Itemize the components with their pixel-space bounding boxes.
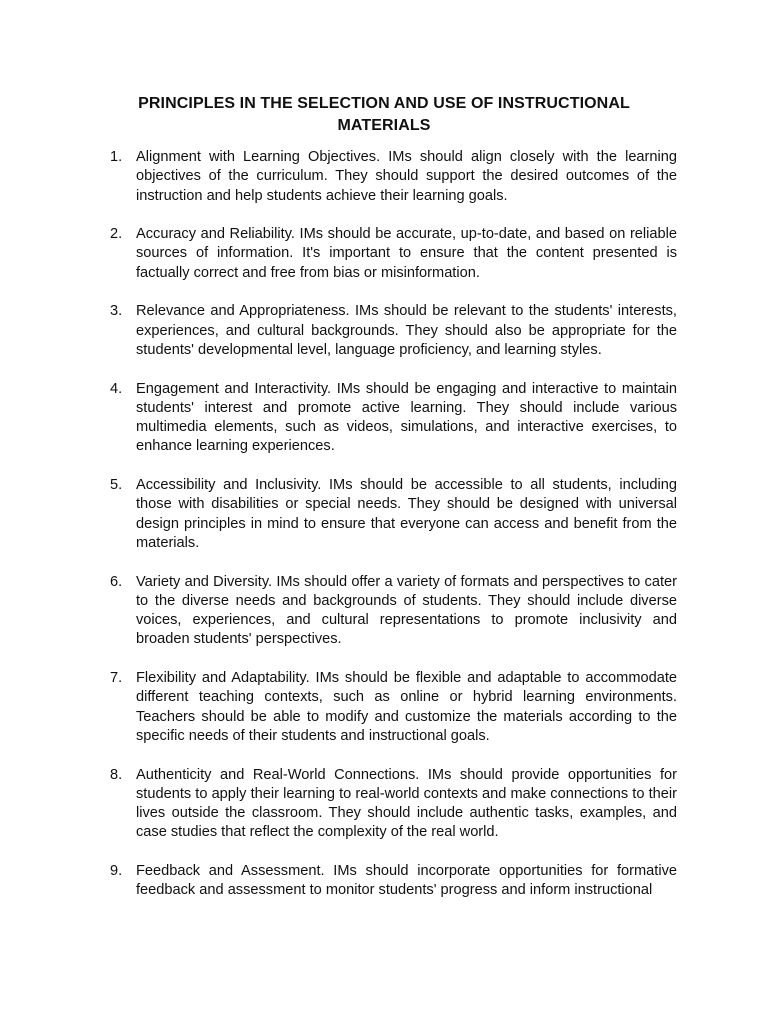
list-item [110, 766, 677, 843]
list-item [110, 148, 677, 206]
list-item-text: Relevance and Appropriateness. IMs should be relevant to the students' interests, experiences, and cultural backgrounds. They should also be appropriate for the students' developmental level, language proficiency, and learning styles. [136, 303, 677, 358]
list-item [110, 380, 677, 457]
document-title: PRINCIPLES IN THE SELECTION AND USE OF INSTRUCTIONAL MATERIALS [138, 95, 630, 134]
list-item-text: Flexibility and Adaptability. IMs should be flexible and adaptable to accommodate different teaching contexts, such as online or hybrid learning environments. Teachers should be able to modify and customize the materials according to the specific needs of their students and instructional goals. [136, 670, 677, 744]
list-item [110, 669, 677, 746]
list-item [110, 573, 677, 650]
list-item [110, 476, 677, 553]
list-item-number: 2. [110, 226, 123, 243]
list-item-number: 6. [110, 573, 123, 590]
list-item-number: 9. [110, 862, 123, 879]
list-item-text: Accessibility and Inclusivity. IMs should be accessible to all students, including those with disabilities or special needs. They should be designed with universal design principles in mind to ensure that everyone can access and benefit from the materials. [136, 477, 677, 551]
list-item-text: Engagement and Interactivity. IMs should be engaging and interactive to maintain students' interest and promote active learning. They should include various multimedia elements, such as videos, simulations, and interactive exercises, to enhance learning experiences. [136, 380, 677, 455]
list-item [110, 302, 677, 360]
list-item-text: Authenticity and Real-World Connections. IMs should provide opportunities for students to apply their learning to real-world contexts and make connections to their lives outside the classroom. They should include authentic tasks, examples, and case studies that reflect the complexity of the real world. [136, 766, 677, 841]
list-item-number: 3. [110, 303, 123, 320]
list-item-number: 4. [110, 380, 123, 397]
principles-list [110, 148, 677, 920]
list-item-number: 8. [110, 766, 123, 783]
list-item [110, 225, 677, 283]
list-item-text: Accuracy and Reliability. IMs should be accurate, up-to-date, and based on reliable sources of information. It's important to ensure that the content presented is factually correct and free from bias or misinformation. [136, 226, 677, 281]
list-item-number: 5. [110, 477, 123, 494]
list-item-text: Feedback and Assessment. IMs should incorporate opportunities for formative feedback and assessment to monitor students' progress and inform instructional [136, 862, 677, 899]
list-item-number: 1. [110, 149, 123, 165]
list-item-text: Alignment with Learning Objectives. IMs should align closely with the learning objectives of the curriculum. They should support the desired outcomes of the instruction and help students achieve their learning goals. [136, 149, 677, 204]
list-item-number: 7. [110, 670, 123, 687]
list-item-text: Variety and Diversity. IMs should offer a variety of formats and perspectives to cater to the diverse needs and backgrounds of students. They should include diverse voices, experiences, and cultural representations to promote inclusivity and broaden students' perspectives. [136, 573, 677, 648]
list-item [110, 862, 677, 901]
